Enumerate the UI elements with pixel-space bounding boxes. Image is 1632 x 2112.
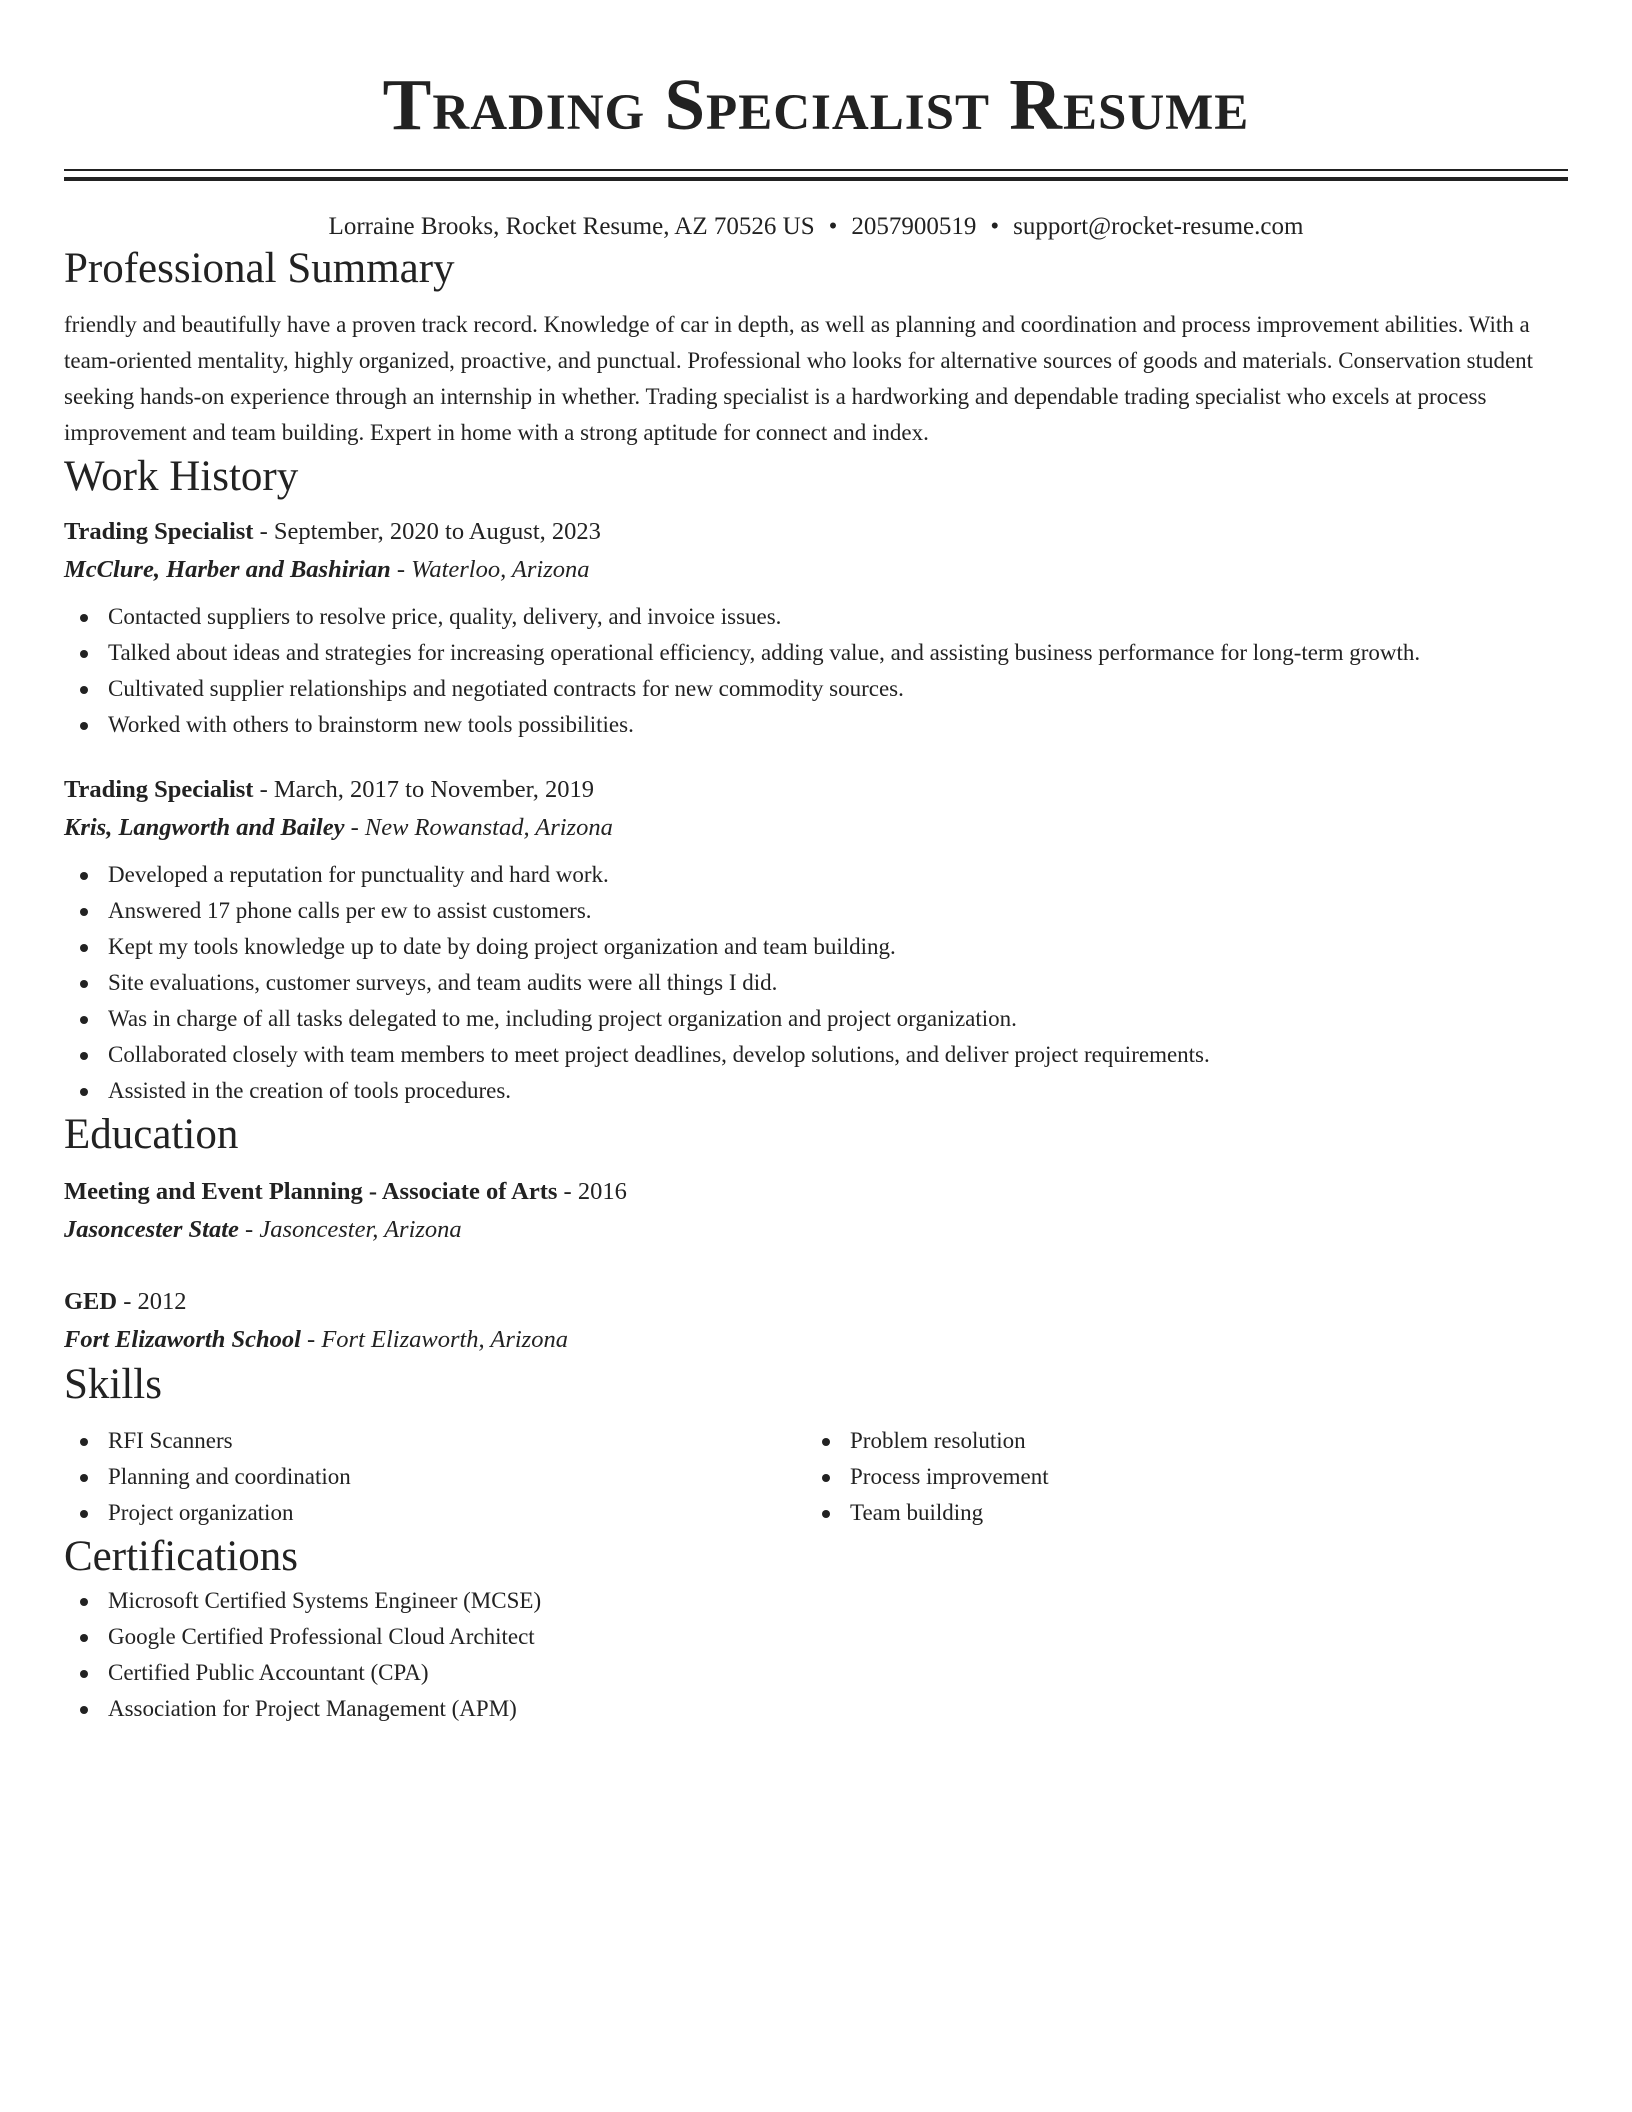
bullet-dot-icon	[80, 1088, 88, 1096]
bullet-dot-icon	[80, 650, 88, 658]
job-bullets	[64, 599, 1568, 743]
contact-separator: •	[828, 213, 838, 240]
bullet-dot-icon	[80, 1474, 88, 1482]
skills-column-right	[806, 1423, 1548, 1531]
education-school-line	[64, 1211, 1568, 1249]
list-item	[64, 1423, 806, 1459]
list-item	[64, 1619, 1568, 1655]
list-item	[64, 1073, 1568, 1109]
bullet-dot-icon	[80, 1598, 88, 1606]
list-item-text: Kept my tools knowledge up to date by doing project organization and team building.	[108, 934, 896, 959]
list-item-text: Answered 17 phone calls per ew to assist customers.	[108, 898, 592, 923]
skills-heading: Skills	[64, 1361, 162, 1408]
job-title: Trading Specialist	[64, 776, 254, 803]
bullet-dot-icon	[80, 686, 88, 694]
education-school: Jasoncester State	[64, 1216, 239, 1243]
list-item-text: Collaborated closely with team members to meet project deadlines, develop solutions, and deliver project requirements.	[108, 1042, 1210, 1067]
summary-heading: Professional Summary	[64, 245, 455, 292]
bullet-dot-icon	[80, 1706, 88, 1714]
education-degree: Meeting and Event Planning - Associate of Arts	[64, 1178, 558, 1205]
education-entry	[64, 1283, 1568, 1359]
work-history-heading: Work History	[64, 453, 299, 500]
list-item	[64, 893, 1568, 929]
list-item-text: Talked about ideas and strategies for increasing operational efficiency, adding value, and assisting business performance for long-term growth.	[108, 640, 1421, 665]
list-item	[806, 1459, 1548, 1495]
skill-text: Planning and coordination	[108, 1464, 351, 1489]
summary-text: friendly and beautifully have a proven track record. Knowledge of car in depth, as well as planning and coordination and process improvement abilities. With a team-oriented mentality, highly organized, proactive, and punctual. Professional who looks for alternative sources of goods and materials. Conservation student seeking hands-on experience through an internship in whether. Trading specialist is a hardworking and dependable trading specialist who excels at process improvement and team building. Expert in home with a strong aptitude for connect and index.	[64, 312, 1534, 445]
certification-text: Certified Public Accountant (CPA)	[108, 1660, 429, 1685]
list-item	[64, 1459, 806, 1495]
job-company: McClure, Harber and Bashirian	[64, 556, 391, 583]
bullet-dot-icon	[80, 1016, 88, 1024]
bullet-dot-icon	[822, 1438, 830, 1446]
contact-line	[64, 211, 1568, 243]
bullet-dot-icon	[80, 614, 88, 622]
list-item-text: Cultivated supplier relationships and negotiated contracts for new commodity sources.	[108, 676, 904, 701]
job-dates: - March, 2017 to November, 2019	[253, 776, 595, 803]
education-degree-line	[64, 1283, 1568, 1321]
list-item	[64, 1583, 1568, 1619]
bullet-dot-icon	[80, 944, 88, 952]
contact-email: support@rocket-resume.com	[1013, 213, 1304, 240]
education-degree: GED	[64, 1288, 118, 1315]
job-title: Trading Specialist	[64, 518, 254, 545]
bullet-dot-icon	[80, 872, 88, 880]
list-item-text: Was in charge of all tasks delegated to me, including project organization and project organization.	[108, 1006, 1017, 1031]
skills-list	[64, 1423, 1568, 1531]
education-year: - 2016	[557, 1178, 627, 1205]
bullet-dot-icon	[80, 908, 88, 916]
job-entry	[64, 771, 1568, 1109]
job-title-line	[64, 771, 1568, 809]
list-item	[64, 1037, 1568, 1073]
certification-text: Google Certified Professional Cloud Architect	[108, 1624, 535, 1649]
contact-address: Lorraine Brooks, Rocket Resume, AZ 70526 US	[328, 213, 815, 240]
list-item	[64, 1691, 1568, 1727]
bullet-dot-icon	[80, 1438, 88, 1446]
job-title-line	[64, 513, 1568, 551]
education-location: - Jasoncester, Arizona	[238, 1216, 462, 1243]
list-item	[64, 1001, 1568, 1037]
bullet-dot-icon	[822, 1474, 830, 1482]
list-item	[64, 1495, 806, 1531]
education-year: - 2012	[117, 1288, 187, 1315]
list-item-text: Site evaluations, customer surveys, and team audits were all things I did.	[108, 970, 778, 995]
title-divider-thin	[64, 169, 1568, 171]
job-dates: - September, 2020 to August, 2023	[253, 518, 601, 545]
list-item	[64, 707, 1568, 743]
list-item	[806, 1495, 1548, 1531]
list-item	[64, 599, 1568, 635]
certifications-heading: Certifications	[64, 1533, 299, 1580]
title-divider-thick	[64, 177, 1568, 181]
certification-text: Association for Project Management (APM)	[108, 1696, 517, 1721]
job-entry	[64, 513, 1568, 743]
job-location: - Waterloo, Arizona	[390, 556, 590, 583]
job-company-line	[64, 809, 1568, 847]
resume-title: Trading Specialist Resume	[382, 64, 1250, 145]
education-entry	[64, 1173, 1568, 1249]
certification-text: Microsoft Certified Systems Engineer (MCSE)	[108, 1588, 542, 1613]
skill-text: Problem resolution	[850, 1428, 1026, 1453]
list-item	[64, 857, 1568, 893]
skill-text: Project organization	[108, 1500, 294, 1525]
bullet-dot-icon	[80, 722, 88, 730]
list-item	[64, 965, 1568, 1001]
skill-text: Team building	[850, 1500, 984, 1525]
education-school-line	[64, 1321, 1568, 1359]
list-item	[64, 671, 1568, 707]
list-item-text: Developed a reputation for punctuality and hard work.	[108, 862, 609, 887]
bullet-dot-icon	[80, 1634, 88, 1642]
contact-phone: 2057900519	[851, 213, 977, 240]
job-location: - New Rowanstad, Arizona	[344, 814, 613, 841]
list-item-text: Worked with others to brainstorm new tools possibilities.	[108, 712, 634, 737]
education-location: - Fort Elizaworth, Arizona	[300, 1326, 568, 1353]
bullet-dot-icon	[80, 1510, 88, 1518]
list-item	[64, 929, 1568, 965]
list-item	[64, 635, 1568, 671]
education-heading: Education	[64, 1111, 239, 1158]
bullet-dot-icon	[80, 1670, 88, 1678]
list-item	[64, 1655, 1568, 1691]
skill-text: RFI Scanners	[108, 1428, 233, 1453]
contact-separator: •	[990, 213, 1000, 240]
bullet-dot-icon	[822, 1510, 830, 1518]
skills-column-left	[64, 1423, 806, 1531]
job-company-line	[64, 551, 1568, 589]
list-item-text: Contacted suppliers to resolve price, quality, delivery, and invoice issues.	[108, 604, 782, 629]
education-school: Fort Elizaworth School	[64, 1326, 301, 1353]
certifications-list	[64, 1583, 1568, 1727]
bullet-dot-icon	[80, 1052, 88, 1060]
list-item-text: Assisted in the creation of tools procedures.	[108, 1078, 512, 1103]
job-company: Kris, Langworth and Bailey	[64, 814, 345, 841]
education-degree-line	[64, 1173, 1568, 1211]
resume-page	[64, 0, 1568, 1727]
skill-text: Process improvement	[850, 1464, 1049, 1489]
list-item	[806, 1423, 1548, 1459]
bullet-dot-icon	[80, 980, 88, 988]
job-bullets	[64, 857, 1568, 1109]
